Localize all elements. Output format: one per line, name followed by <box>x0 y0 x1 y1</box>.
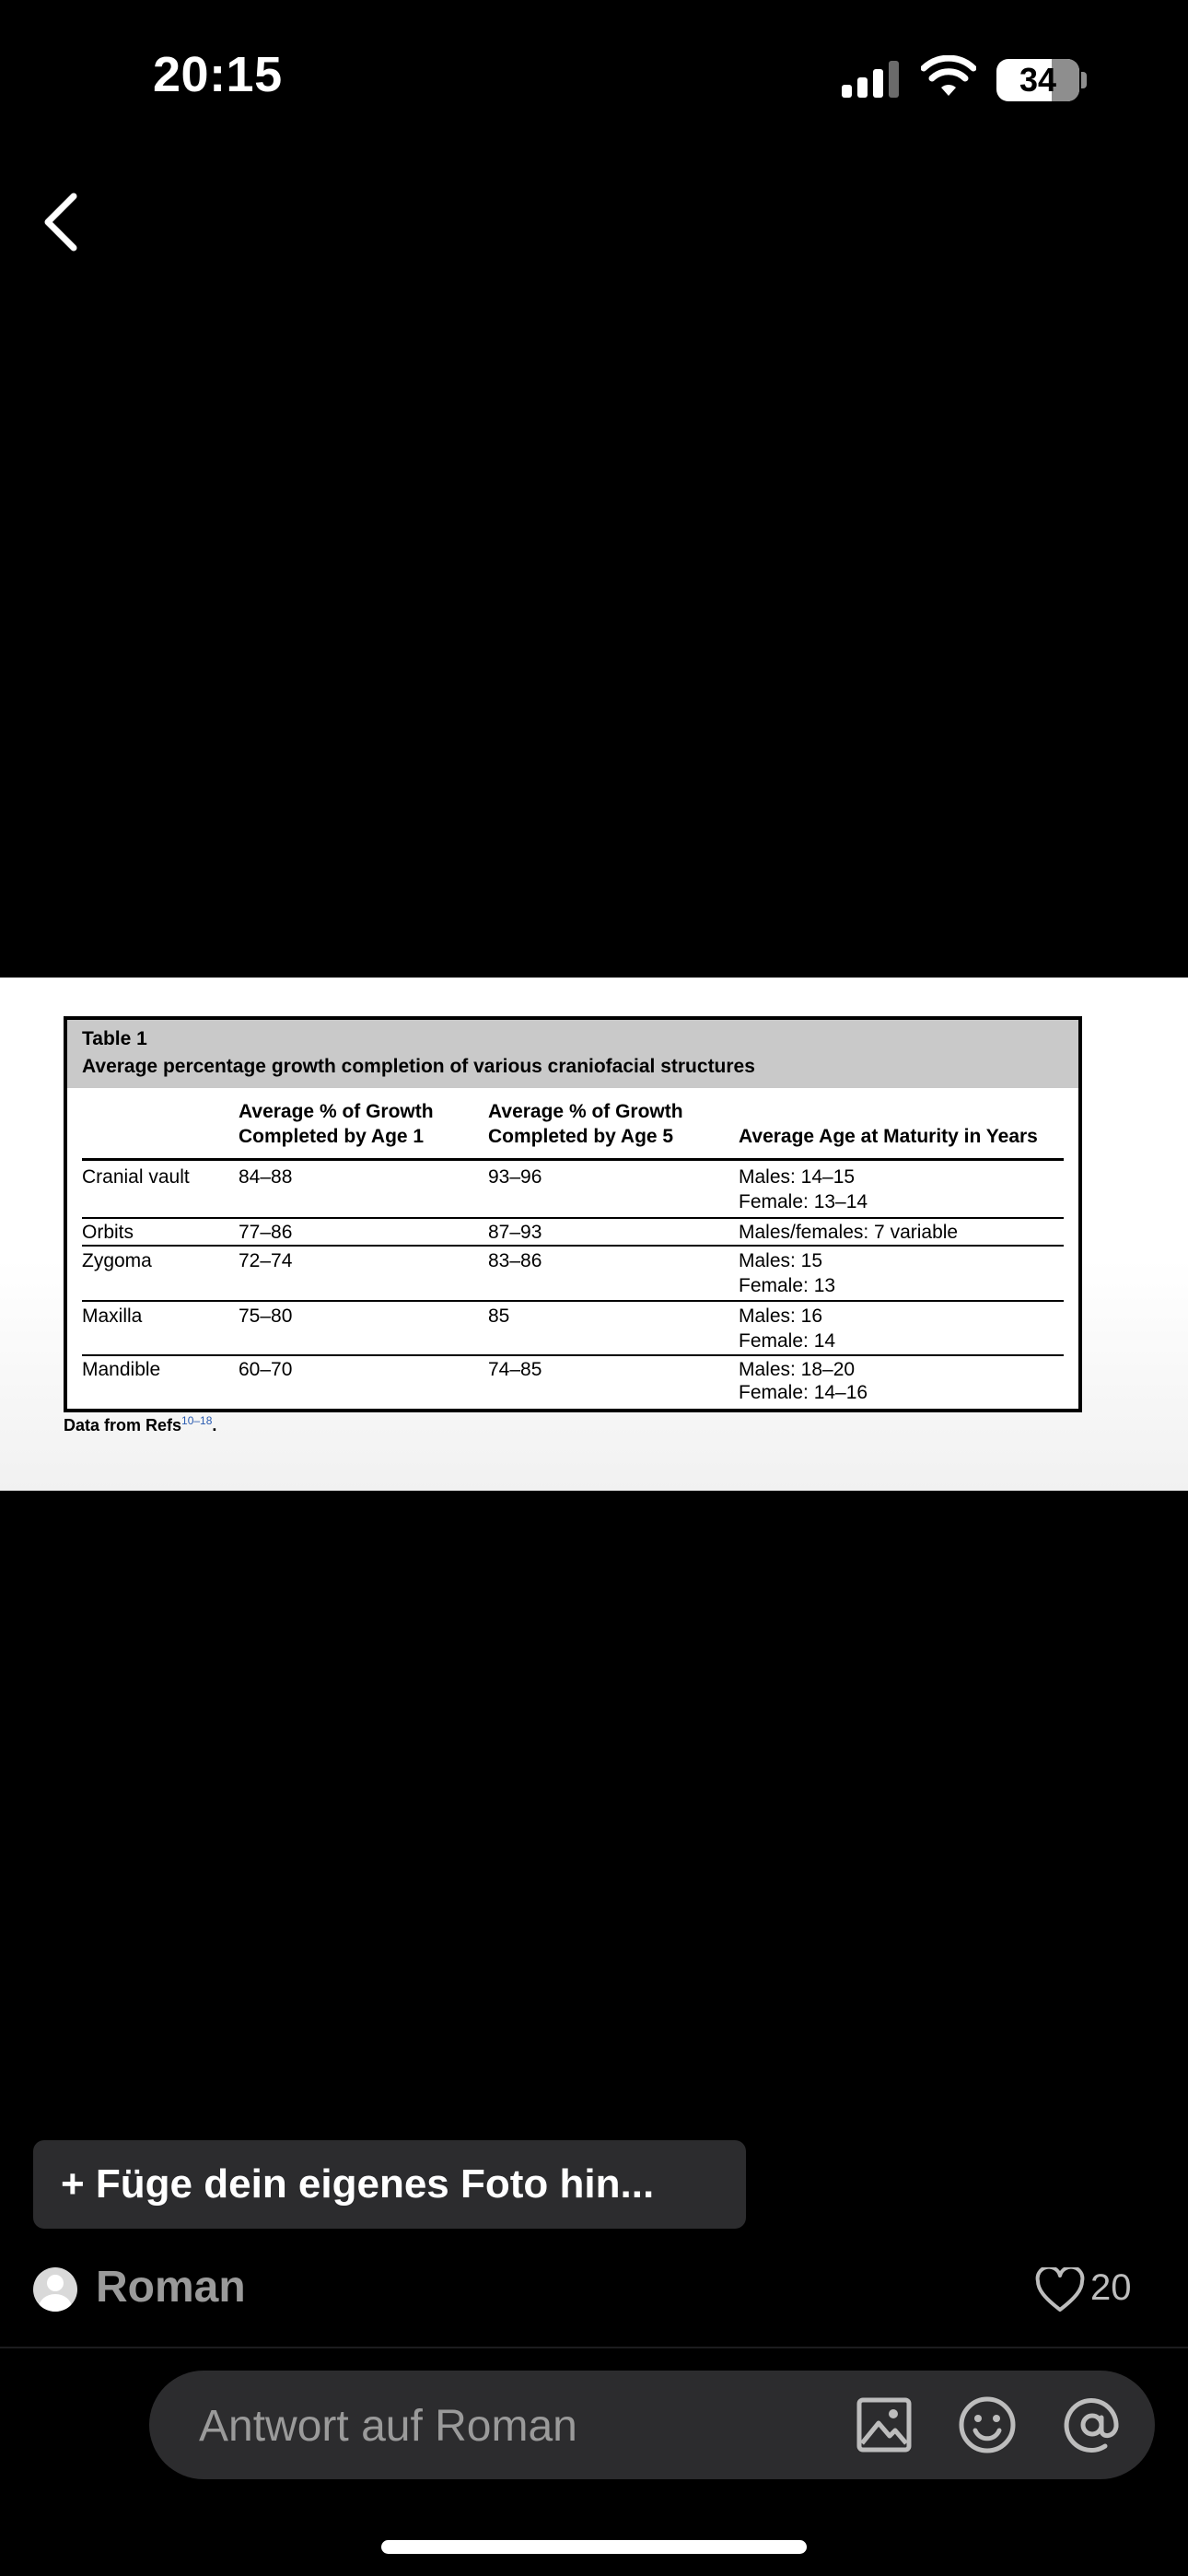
row-orbits-maturity-line1: Males/females: 7 variable <box>739 1222 959 1243</box>
status-time: 20:15 <box>153 47 283 102</box>
column-header-maturity: Average Age at Maturity in Years <box>739 1126 1038 1147</box>
reply-input[interactable] <box>197 2395 809 2456</box>
row-zygoma-age5: 83–86 <box>488 1250 542 1271</box>
table-label: Table 1 <box>82 1028 147 1049</box>
row-mandible-age5: 74–85 <box>488 1359 542 1380</box>
divider <box>0 2347 1188 2348</box>
column-header-line: Completed by Age 1 <box>239 1126 425 1147</box>
battery-level: 34 <box>1019 61 1057 99</box>
at-sign-icon[interactable] <box>1063 2395 1122 2454</box>
battery-cap <box>1081 72 1087 88</box>
header-rule <box>82 1158 1064 1161</box>
post-photo[interactable] <box>0 978 1188 1491</box>
row-zygoma-age1: 72–74 <box>239 1250 293 1271</box>
row-orbits-age1: 77–86 <box>239 1222 293 1243</box>
column-header-line: Average % of Growth <box>239 1101 434 1122</box>
row-rule <box>82 1217 1064 1219</box>
row-maxilla-structure: Maxilla <box>82 1306 143 1327</box>
row-mandible-structure: Mandible <box>82 1359 161 1380</box>
row-cranial-vault-structure: Cranial vault <box>82 1166 190 1188</box>
table-footnote <box>64 1414 216 1435</box>
like-count: 20 <box>1090 2267 1132 2308</box>
column-headers <box>82 1099 1064 1154</box>
back-button[interactable] <box>37 189 88 255</box>
column-header-line: Completed by Age 5 <box>488 1126 674 1147</box>
wifi-icon <box>921 55 976 98</box>
row-cranial-vault-age5: 93–96 <box>488 1166 542 1188</box>
table-heading <box>67 1020 1078 1088</box>
row-zygoma-structure: Zygoma <box>82 1250 152 1271</box>
row-cranial-vault-maturity-line1: Males: 14–15 <box>739 1166 856 1188</box>
row-zygoma-maturity-line1: Males: 15 <box>739 1250 823 1271</box>
row-rule <box>82 1245 1064 1247</box>
row-maxilla-maturity-line1: Males: 16 <box>739 1306 823 1327</box>
table-image <box>64 1016 1082 1412</box>
add-own-photo-button[interactable]: + Füge dein eigenes Foto hin... <box>33 2140 746 2229</box>
column-header-age5 <box>488 1099 683 1149</box>
footnote-text: Data from Refs <box>64 1416 182 1434</box>
row-mandible-maturity-line2: Female: 14–16 <box>739 1382 868 1403</box>
column-header-age1 <box>239 1099 434 1149</box>
image-icon[interactable] <box>855 2395 914 2454</box>
column-header-line: Average % of Growth <box>488 1101 683 1122</box>
battery-icon <box>996 59 1079 101</box>
row-maxilla-maturity-line2: Female: 14 <box>739 1330 836 1352</box>
footnote-end: . <box>212 1416 217 1434</box>
author-name[interactable]: Roman <box>96 2263 246 2312</box>
row-cranial-vault-age1: 84–88 <box>239 1166 293 1188</box>
row-maxilla-age5: 85 <box>488 1306 510 1327</box>
home-indicator[interactable] <box>381 2540 807 2554</box>
row-rule <box>82 1300 1064 1302</box>
row-orbits-age5: 87–93 <box>488 1222 542 1243</box>
row-cranial-vault-maturity-line2: Female: 13–14 <box>739 1191 868 1212</box>
row-maxilla-age1: 75–80 <box>239 1306 293 1327</box>
footnote-refs: 10–18 <box>181 1414 213 1427</box>
row-mandible-age1: 60–70 <box>239 1359 293 1380</box>
table-title: Average percentage growth completion of various craniofacial structures <box>82 1056 755 1077</box>
heart-icon[interactable] <box>1035 2267 1085 2313</box>
row-orbits-structure: Orbits <box>82 1222 134 1243</box>
cellular-signal-icon <box>842 61 899 98</box>
row-rule <box>82 1354 1064 1356</box>
smiley-icon[interactable] <box>958 2395 1017 2454</box>
row-mandible-maturity-line1: Males: 18–20 <box>739 1359 856 1380</box>
row-zygoma-maturity-line2: Female: 13 <box>739 1275 836 1296</box>
chevron-left-icon <box>48 196 74 248</box>
person-icon <box>33 2267 77 2312</box>
